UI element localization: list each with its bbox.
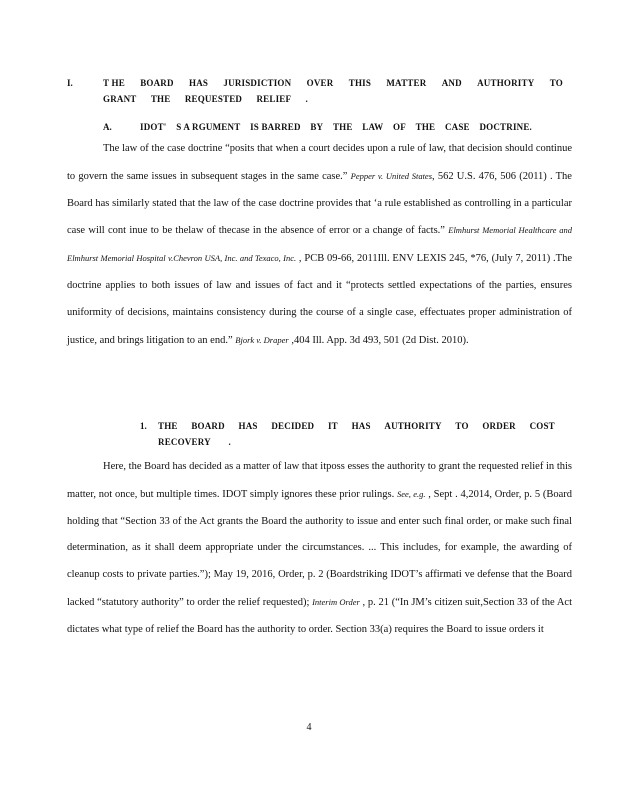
- order-citation: Interim Order: [312, 596, 360, 607]
- case-citation: Pepper v. United States: [350, 170, 433, 181]
- sub-subsection-number: 1.: [140, 421, 147, 431]
- section-number: I.: [67, 78, 73, 88]
- sub-subsection-heading-line2: RECOVERY .: [158, 437, 231, 447]
- body-paragraph-law-of-the-case: The law of the case doctrine “posits that when a court decides upon a rule of law, that decision should continue to govern the same issues in subsequent stages in the same case.” Pepper v. United States, 562 U.S. 476, 506 (2011) . The Board has similarly stated that the law of the case doctrine provides that ‘a rule established as controlling in a particular case will cont inue to be thelaw of thecase in the absence of error or a change of facts.” Elmhurst Memorial Healthcare and Elmhurst Memorial Hospital v.Chevron USA, Inc. and Texaco, Inc. , PCB 09-66, 2011Ill. ENV LEXIS 245, *76, (July 7, 2011) .The doctrine applies to both issues of law and issues of fact and it “protects settled expectations of the parties, ensures uniformity of decisions, maintains consistency during the course of a single case, effectuates proper administration of justice, and brings litigation to an end.” Bjork v. Draper ,404 Ill. App. 3d 493, 501 (2d Dist. 2010).: [67, 143, 573, 346]
- section-heading-line2: GRANT THE REQUESTED RELIEF .: [103, 94, 308, 104]
- subsection-heading: IDOT' S A RGUMENT IS BARRED BY THE LAW OF THE CASE DOCTRINE.: [140, 122, 532, 132]
- signal-citation: See, e.g.: [397, 488, 426, 499]
- sub-subsection-heading-line1: THE BOARD HAS DECIDED IT HAS AUTHORITY TO ORDER COST: [158, 421, 555, 431]
- case-citation: Bjork v. Draper: [235, 334, 289, 345]
- subsection-number: A.: [103, 122, 112, 132]
- page-number: 4: [306, 722, 312, 733]
- case-citation: Elmhurst Memorial Healthcare and Elmhurst Memorial Hospital v.Chevron USA, Inc. and Texaco, Inc.: [67, 225, 573, 264]
- section-heading-line1: T HE BOARD HAS JURISDICTION OVER THIS MATTER AND AUTHORITY TO: [103, 78, 563, 88]
- body-paragraph-board-decided: Here, the Board has decided as a matter of law that itposs esses the authority to grant the requested relief in this matter, not once, but multiple times. IDOT simply ignores these prior rulings. See, e.g. , Sept . 4,2014, Order, p. 5 (Board holding that “Section 33 of the Act grants the Board the authority to issue and enter such final order, or make such final determination, as it shall deem appropriate under the circumstances. ... This includes, for example, the awarding of cleanup costs to private parties.”); May 19, 2016, Order, p. 2 (Boardstriking IDOT’s affirmati ve defense that the Board lacked “statutory authority” to order the relief requested); Interim Order , p. 21 (“In JM’s citizen suit,Section 33 of the Act dictates what type of relief the Board has the authority to order. Section 33(a) requires the Board to issue orders it: [67, 461, 573, 635]
